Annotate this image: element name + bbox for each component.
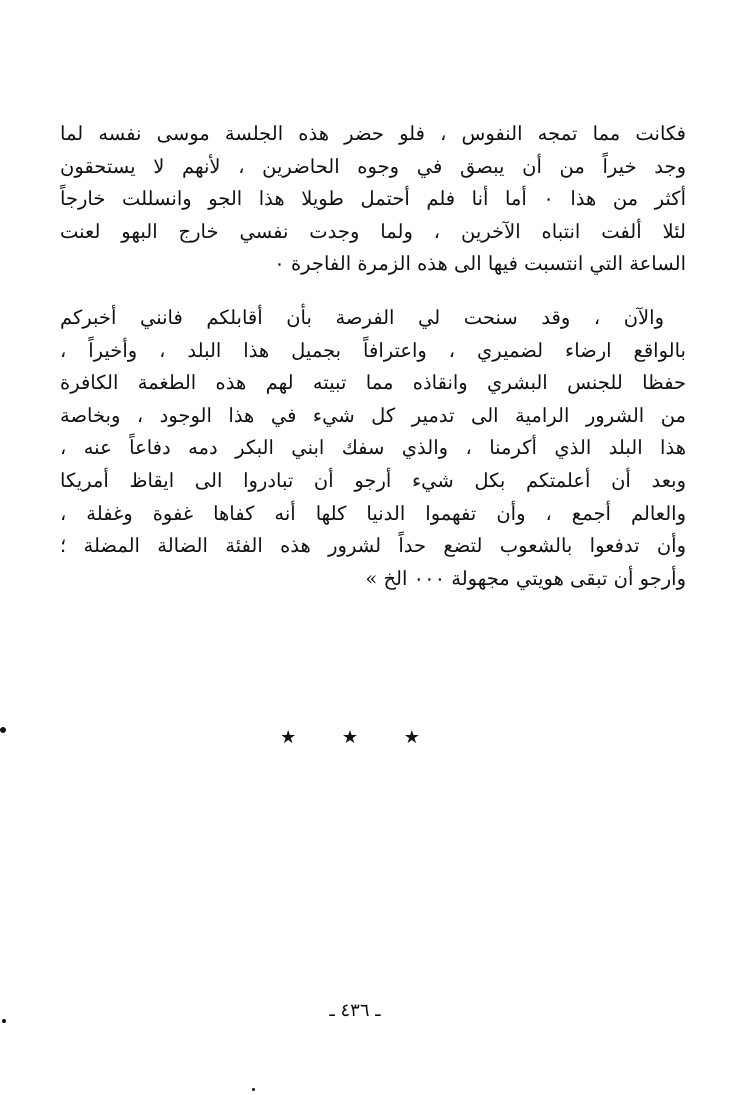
- text-line: وأرجو أن تبقى هويتي مجهولة ٠٠٠ الخ »: [365, 566, 686, 590]
- page-number: ـ ٤٣٦ ـ: [329, 1000, 381, 1021]
- text-line: فكانت مما تمجه النفوس ، فلو حضر هذه الجلسة موسى نفسه لما: [60, 122, 686, 145]
- text-line: الساعة التي انتسبت فيها الى هذه الزمرة الفاجرة ٠: [274, 252, 686, 276]
- text-line: وبعد أن أعلمتكم بكل شيء أرجو أن تبادروا الى ايقاظ أمريكا: [60, 468, 686, 492]
- text-line: وأن تدفعوا بالشعوب لتضع حداً لشرور هذه الفئة الضالة المضلة ؛: [60, 534, 686, 558]
- paragraph-1: [60, 118, 686, 281]
- section-separator: ★ ★ ★: [280, 727, 440, 748]
- scan-speck: [252, 1088, 255, 1091]
- text-line: لئلا ألفت انتباه الآخرين ، ولما وجدت نفسي خارج البهو لعنت: [60, 219, 686, 243]
- text-line: من الشرور الرامية الى تدمير كل شيء في هذا الوجود ، وبخاصة: [60, 403, 686, 427]
- text-line: حفظا للجنس البشري وانقاذه مما تبيته لهم هذه الطغمة الكافرة: [60, 371, 686, 395]
- text-line: وجد خيراً من أن يبصق في وجوه الحاضرين ، لأنهم لا يستحقون: [60, 154, 686, 178]
- text-line: بالواقع ارضاء لضميري ، واعترافاً بجميل هذا البلد ، وأخيراً ،: [60, 338, 686, 362]
- paragraph-2: [60, 302, 686, 595]
- text-line: هذا البلد الذي أكرمنا ، والذي سفك ابني البكر دمه دفاعاً عنه ،: [60, 436, 686, 460]
- text-line: والعالم أجمع ، وأن تفهموا الدنيا كلها أنه كفاها غفوة وغفلة ،: [60, 501, 686, 525]
- scan-speck: [2, 1019, 6, 1023]
- text-line: أكثر من هذا ٠ أما أنا فلم أحتمل طويلا هذا الجو وانسللت خارجاً: [60, 187, 686, 211]
- text-line: والآن ، وقد سنحت لي الفرصة بأن أقابلكم فانني أخبركم: [60, 306, 664, 329]
- scan-speck: [0, 727, 6, 733]
